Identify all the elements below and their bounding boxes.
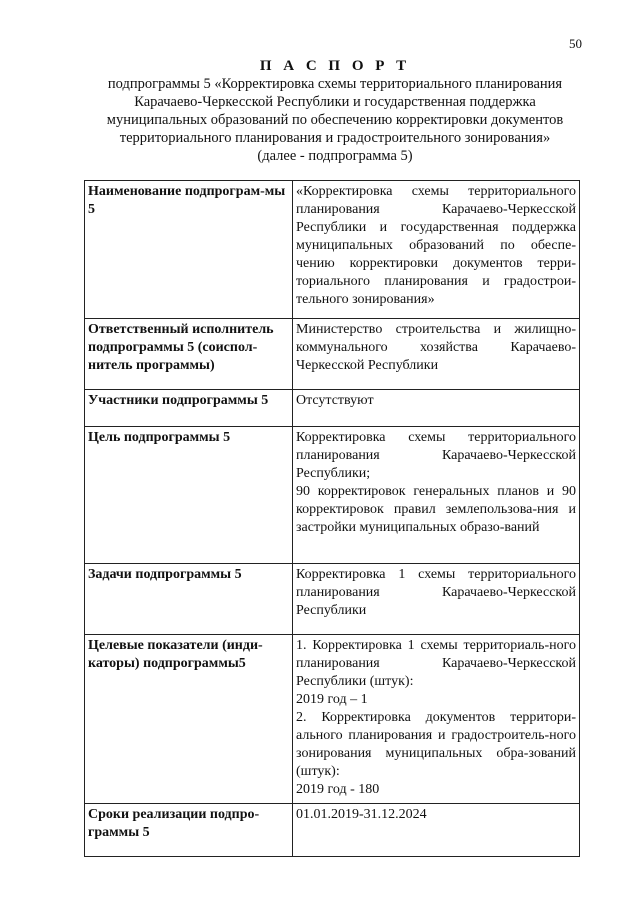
value-line: 90 корректировок генеральных планов и 90 корректировок правил землепользова-ния и застройки муниципальных образо-ваний xyxy=(296,484,576,535)
page-number: 50 xyxy=(569,36,582,51)
row-label-name: Наименование подпрограм-мы 5 xyxy=(85,181,293,319)
value-line: 2. Корректировка документов территори-ального планирования и градостроитель-ного зонирования муниципальных обра-зований (штук): xyxy=(296,710,576,779)
value-line: 2019 год – 1 xyxy=(296,692,368,707)
passport-table xyxy=(84,180,580,857)
table-row xyxy=(85,319,580,390)
value-line: Министерство строительства и жилищно-коммунального хозяйства Карачаево-Черкесской Республики xyxy=(296,322,576,373)
row-label-goal: Цель подпрограммы 5 xyxy=(85,427,293,564)
document-heading xyxy=(70,57,600,165)
row-label-tasks: Задачи подпрограммы 5 xyxy=(85,564,293,635)
row-label-participants: Участники подпрограммы 5 xyxy=(85,390,293,427)
table-row xyxy=(85,804,580,857)
row-value-terms xyxy=(293,804,580,857)
row-value-tasks xyxy=(293,564,580,635)
document-subtitle: подпрограммы 5 «Корректировка схемы территориального планирования Карачаево-Черкесской Республики и государственная поддержка муниципальных образований по обеспечению корректировки документов территориального планирования и градостроительного зонирования» (далее - подпрограмма 5) xyxy=(106,76,564,164)
value-line: 01.01.2019-31.12.2024 xyxy=(296,807,427,822)
value-line: «Корректировка схемы территориального планирования Карачаево-Черкесской Республики и государственная поддержка муниципальных образований по обеспе-чению корректировки документов терри-ториального планирования и градострои-тельного зонирования» xyxy=(296,184,576,307)
value-line: 1. Корректировка 1 схемы территориаль-ного планирования Карачаево-Черкесской Республики (штук): xyxy=(296,638,576,689)
table-row xyxy=(85,635,580,804)
value-line: Отсутствуют xyxy=(296,393,374,408)
row-label-indicators: Целевые показатели (инди-каторы) подпрограммы5 xyxy=(85,635,293,804)
table-row xyxy=(85,390,580,427)
row-value-goal xyxy=(293,427,580,564)
row-value-name xyxy=(293,181,580,319)
table-row xyxy=(85,427,580,564)
table-row xyxy=(85,181,580,319)
row-value-participants xyxy=(293,390,580,427)
table-row xyxy=(85,564,580,635)
row-value-executor xyxy=(293,319,580,390)
value-line: Корректировка 1 схемы территориального планирования Карачаево-Черкесской Республики xyxy=(296,567,576,618)
value-line: Корректировка схемы территориального планирования Карачаево-Черкесской Республики; xyxy=(296,430,576,481)
value-line: 2019 год - 180 xyxy=(296,782,380,797)
row-label-terms: Сроки реализации подпро-граммы 5 xyxy=(85,804,293,857)
document-title: П А С П О Р Т xyxy=(259,58,411,74)
row-label-executor: Ответственный исполнитель подпрограммы 5 (соиспол-нитель программы) xyxy=(85,319,293,390)
row-value-indicators xyxy=(293,635,580,804)
